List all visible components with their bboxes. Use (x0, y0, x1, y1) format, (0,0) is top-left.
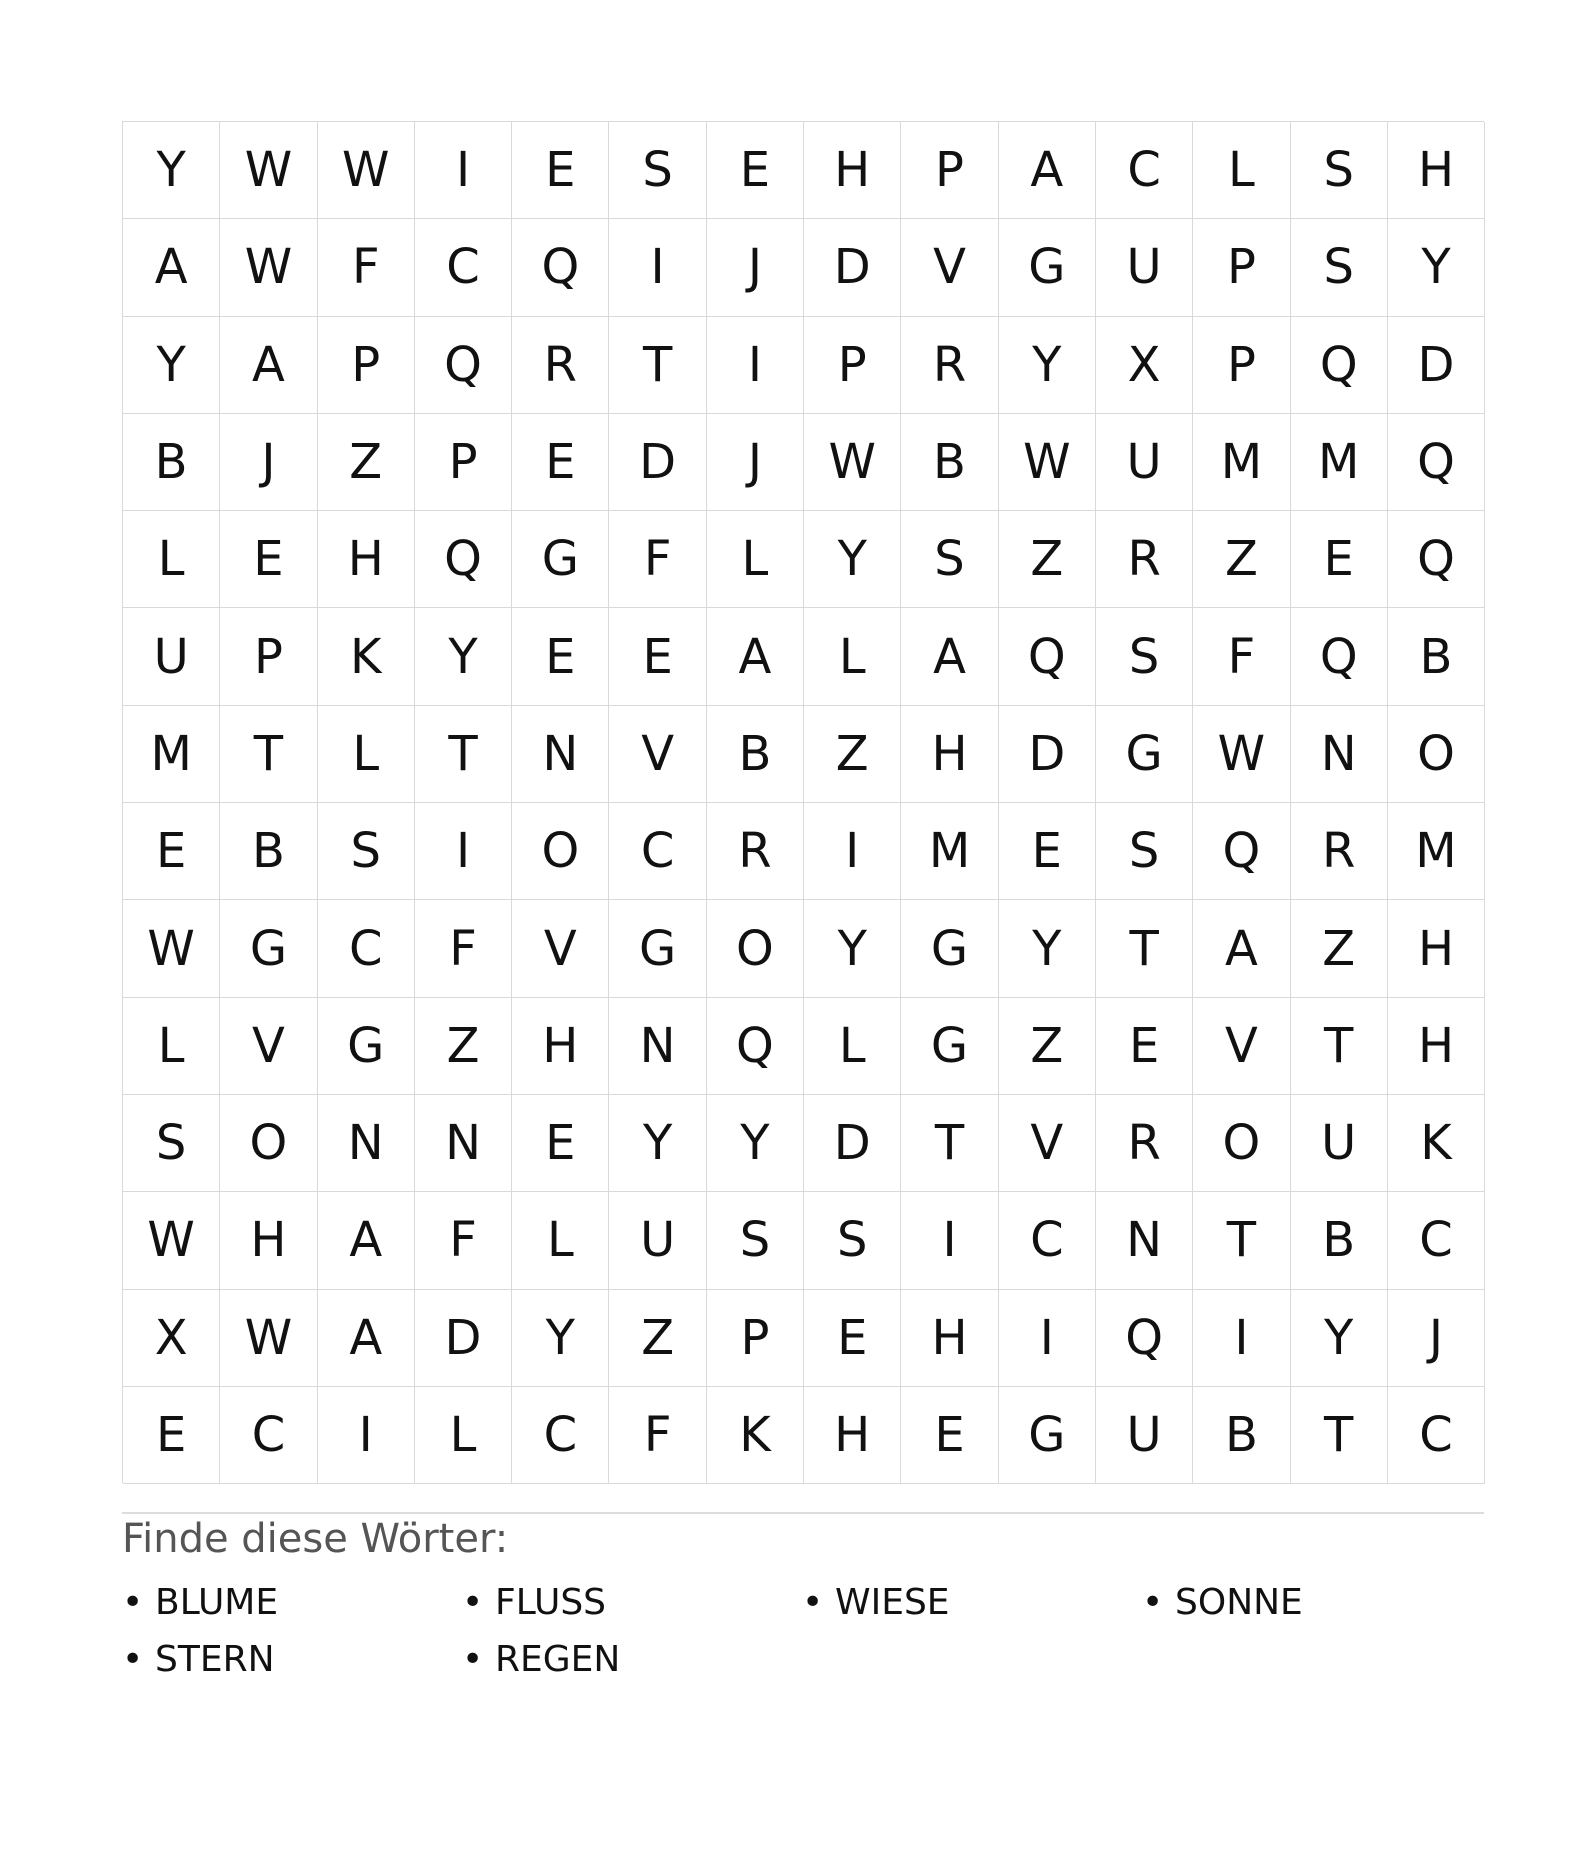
grid-cell[interactable]: A (123, 219, 220, 316)
grid-cell[interactable]: V (512, 900, 609, 997)
grid-cell[interactable]: S (1291, 122, 1388, 219)
grid-cell[interactable]: P (1193, 317, 1290, 414)
grid-cell[interactable]: O (1388, 706, 1485, 803)
grid-cell[interactable]: J (1388, 1290, 1485, 1387)
grid-cell[interactable]: Y (999, 900, 1096, 997)
bullet-icon: • (122, 1638, 144, 1680)
grid-cell[interactable]: H (901, 706, 998, 803)
grid-cell[interactable]: C (1388, 1192, 1485, 1289)
grid-cell[interactable]: I (999, 1290, 1096, 1387)
grid-cell[interactable]: L (123, 998, 220, 1095)
grid-cell[interactable]: B (123, 414, 220, 511)
grid-cell[interactable]: Q (1291, 608, 1388, 705)
word-list-item (462, 1574, 802, 1631)
grid-cell[interactable]: C (318, 900, 415, 997)
grid-cell[interactable]: E (123, 803, 220, 900)
grid-cell[interactable]: T (901, 1095, 998, 1192)
word-label: SONNE (1175, 1581, 1303, 1623)
grid-cell[interactable]: C (220, 1387, 317, 1484)
grid-cell[interactable]: H (220, 1192, 317, 1289)
grid-cell[interactable]: U (1291, 1095, 1388, 1192)
grid-cell[interactable]: L (1193, 122, 1290, 219)
grid-cell[interactable]: I (318, 1387, 415, 1484)
grid-cell[interactable]: W (220, 1290, 317, 1387)
grid-cell[interactable]: Z (415, 998, 512, 1095)
grid-cell[interactable]: D (804, 1095, 901, 1192)
grid-cell[interactable]: E (512, 122, 609, 219)
grid-cell[interactable]: M (1388, 803, 1485, 900)
grid-cell[interactable]: Q (1096, 1290, 1193, 1387)
grid-cell[interactable]: P (318, 317, 415, 414)
grid-cell[interactable]: N (609, 998, 706, 1095)
grid-cell[interactable]: Z (999, 511, 1096, 608)
grid-cell[interactable]: L (804, 998, 901, 1095)
grid-cell[interactable]: B (901, 414, 998, 511)
word-list-item (1142, 1574, 1482, 1631)
grid-cell[interactable]: I (804, 803, 901, 900)
grid-cell[interactable]: D (609, 414, 706, 511)
grid-cell[interactable]: L (318, 706, 415, 803)
grid-cell[interactable]: M (1291, 414, 1388, 511)
grid-cell[interactable]: F (415, 900, 512, 997)
grid-cell[interactable]: N (318, 1095, 415, 1192)
grid-cell[interactable]: E (1096, 998, 1193, 1095)
grid-cell[interactable]: M (123, 706, 220, 803)
grid-cell[interactable]: G (999, 219, 1096, 316)
grid-cell[interactable]: S (707, 1192, 804, 1289)
grid-cell[interactable]: E (999, 803, 1096, 900)
grid-cell[interactable]: I (1193, 1290, 1290, 1387)
grid-cell[interactable]: O (512, 803, 609, 900)
grid-cell[interactable]: Y (999, 317, 1096, 414)
grid-cell[interactable]: H (512, 998, 609, 1095)
grid-cell[interactable]: Z (1193, 511, 1290, 608)
grid-cell[interactable]: Q (1193, 803, 1290, 900)
grid-cell[interactable]: G (318, 998, 415, 1095)
grid-cell[interactable]: T (220, 706, 317, 803)
grid-cell[interactable]: R (707, 803, 804, 900)
grid-cell[interactable]: Y (123, 317, 220, 414)
grid-cell[interactable]: B (1388, 608, 1485, 705)
grid-cell[interactable]: C (609, 803, 706, 900)
grid-cell[interactable]: N (512, 706, 609, 803)
grid-cell[interactable]: J (707, 414, 804, 511)
word-list-item (122, 1574, 462, 1631)
grid-cell[interactable]: L (123, 511, 220, 608)
grid-cell[interactable]: P (707, 1290, 804, 1387)
grid-cell[interactable]: A (1193, 900, 1290, 997)
grid-cell[interactable]: R (901, 317, 998, 414)
grid-cell[interactable]: U (123, 608, 220, 705)
grid-cell[interactable]: C (512, 1387, 609, 1484)
grid-cell[interactable]: Q (415, 317, 512, 414)
grid-cell[interactable]: Q (1388, 414, 1485, 511)
grid-cell[interactable]: W (123, 900, 220, 997)
grid-cell[interactable]: V (1193, 998, 1290, 1095)
grid-cell[interactable]: Q (1291, 317, 1388, 414)
grid-cell[interactable]: J (220, 414, 317, 511)
grid-cell[interactable]: E (1291, 511, 1388, 608)
grid-cell[interactable]: Y (1388, 219, 1485, 316)
word-list (122, 1574, 1484, 1688)
grid-cell[interactable]: C (415, 219, 512, 316)
grid-cell[interactable]: B (1193, 1387, 1290, 1484)
grid-cell[interactable]: E (901, 1387, 998, 1484)
grid-cell[interactable]: Z (1291, 900, 1388, 997)
word-list-item (462, 1631, 802, 1688)
grid-cell[interactable]: C (1096, 122, 1193, 219)
grid-cell[interactable]: E (512, 414, 609, 511)
grid-cell[interactable]: M (901, 803, 998, 900)
grid-cell[interactable]: E (609, 608, 706, 705)
word-label: STERN (155, 1638, 275, 1680)
grid-cell[interactable]: S (901, 511, 998, 608)
grid-cell[interactable]: H (1388, 122, 1485, 219)
grid-cell[interactable]: E (512, 1095, 609, 1192)
grid-cell[interactable]: L (512, 1192, 609, 1289)
grid-cell[interactable]: E (123, 1387, 220, 1484)
grid-cell[interactable]: K (318, 608, 415, 705)
grid-cell[interactable]: T (415, 706, 512, 803)
grid-cell[interactable]: Z (999, 998, 1096, 1095)
grid-cell[interactable]: C (999, 1192, 1096, 1289)
grid-cell[interactable]: Q (999, 608, 1096, 705)
word-list-item (802, 1574, 1142, 1631)
grid-cell[interactable]: I (901, 1192, 998, 1289)
letter-grid (122, 121, 1484, 1483)
grid-cell[interactable]: S (804, 1192, 901, 1289)
grid-cell[interactable]: T (1291, 1387, 1388, 1484)
grid-cell[interactable]: N (1291, 706, 1388, 803)
grid-cell[interactable]: E (512, 608, 609, 705)
word-label: WIESE (835, 1581, 950, 1623)
grid-cell[interactable]: X (1096, 317, 1193, 414)
grid-cell[interactable]: Q (1388, 511, 1485, 608)
grid-cell[interactable]: G (999, 1387, 1096, 1484)
word-label: FLUSS (495, 1581, 607, 1623)
grid-cell[interactable]: V (999, 1095, 1096, 1192)
grid-cell[interactable]: G (609, 900, 706, 997)
grid-cell[interactable]: W (220, 219, 317, 316)
grid-cell[interactable]: F (609, 511, 706, 608)
grid-cell[interactable]: R (1096, 511, 1193, 608)
grid-cell[interactable]: K (707, 1387, 804, 1484)
grid-cell[interactable]: S (609, 122, 706, 219)
grid-cell[interactable]: Z (804, 706, 901, 803)
word-list-item (122, 1631, 462, 1688)
bullet-icon: • (1142, 1581, 1164, 1623)
grid-cell[interactable]: D (415, 1290, 512, 1387)
grid-cell[interactable]: F (318, 219, 415, 316)
grid-cell[interactable]: U (609, 1192, 706, 1289)
grid-cell[interactable]: E (804, 1290, 901, 1387)
grid-cell[interactable]: O (1193, 1095, 1290, 1192)
grid-cell[interactable]: D (804, 219, 901, 316)
grid-cell[interactable]: Q (512, 219, 609, 316)
grid-cell[interactable]: C (1388, 1387, 1485, 1484)
bullet-icon: • (462, 1638, 484, 1680)
grid-cell[interactable]: G (512, 511, 609, 608)
grid-cell[interactable]: H (1388, 998, 1485, 1095)
grid-cell[interactable]: E (220, 511, 317, 608)
grid-cell[interactable]: R (1096, 1095, 1193, 1192)
grid-cell[interactable]: U (1096, 414, 1193, 511)
grid-cell[interactable]: Y (123, 122, 220, 219)
grid-cell[interactable]: I (609, 219, 706, 316)
grid-cell[interactable]: I (707, 317, 804, 414)
grid-cell[interactable]: D (999, 706, 1096, 803)
grid-cell[interactable]: V (901, 219, 998, 316)
grid-cell[interactable]: O (707, 900, 804, 997)
grid-cell[interactable]: W (123, 1192, 220, 1289)
grid-cell[interactable]: Y (415, 608, 512, 705)
grid-cell[interactable]: T (609, 317, 706, 414)
grid-cell[interactable]: X (123, 1290, 220, 1387)
grid-cell[interactable]: U (1096, 1387, 1193, 1484)
grid-cell[interactable]: P (1193, 219, 1290, 316)
grid-cell[interactable]: R (512, 317, 609, 414)
grid-cell[interactable]: K (1388, 1095, 1485, 1192)
grid-cell[interactable]: E (707, 122, 804, 219)
grid-cell[interactable]: Y (609, 1095, 706, 1192)
word-label: BLUME (155, 1581, 279, 1623)
grid-cell[interactable]: Y (512, 1290, 609, 1387)
grid-cell[interactable]: V (220, 998, 317, 1095)
grid-cell[interactable]: A (318, 1192, 415, 1289)
grid-cell[interactable]: H (804, 1387, 901, 1484)
grid-cell[interactable]: H (1388, 900, 1485, 997)
grid-cell[interactable]: G (901, 900, 998, 997)
grid-cell[interactable]: R (1291, 803, 1388, 900)
grid-cell[interactable]: B (1291, 1192, 1388, 1289)
grid-cell[interactable]: P (901, 122, 998, 219)
grid-cell[interactable]: P (804, 317, 901, 414)
grid-cell[interactable]: A (901, 608, 998, 705)
grid-cell[interactable]: Q (415, 511, 512, 608)
grid-cell[interactable]: L (804, 608, 901, 705)
grid-cell[interactable]: T (1291, 998, 1388, 1095)
grid-cell[interactable]: Y (1291, 1290, 1388, 1387)
grid-cell[interactable]: L (415, 1387, 512, 1484)
grid-cell[interactable]: Y (707, 1095, 804, 1192)
grid-cell[interactable]: J (707, 219, 804, 316)
grid-cell[interactable]: A (707, 608, 804, 705)
grid-cell[interactable]: L (707, 511, 804, 608)
bullet-icon: • (122, 1581, 144, 1623)
grid-cell[interactable]: S (318, 803, 415, 900)
grid-cell[interactable]: Y (804, 511, 901, 608)
grid-cell[interactable]: T (1096, 900, 1193, 997)
grid-cell[interactable]: I (415, 122, 512, 219)
grid-cell[interactable]: Q (707, 998, 804, 1095)
grid-cell[interactable]: P (220, 608, 317, 705)
grid-cell[interactable]: H (901, 1290, 998, 1387)
grid-cell[interactable]: F (609, 1387, 706, 1484)
grid-cell[interactable]: S (1291, 219, 1388, 316)
word-label: REGEN (495, 1638, 621, 1680)
grid-cell[interactable]: S (123, 1095, 220, 1192)
grid-cell[interactable]: F (415, 1192, 512, 1289)
grid-cell[interactable]: D (1388, 317, 1485, 414)
grid-cell[interactable]: S (1096, 803, 1193, 900)
grid-cell[interactable]: A (318, 1290, 415, 1387)
bullet-icon: • (462, 1581, 484, 1623)
grid-cell[interactable]: N (1096, 1192, 1193, 1289)
word-list-title: Finde diese Wörter: (122, 1516, 509, 1562)
grid-cell[interactable]: W (804, 414, 901, 511)
grid-cell[interactable]: P (415, 414, 512, 511)
grid-cell[interactable]: W (999, 414, 1096, 511)
grid-cell[interactable]: W (318, 122, 415, 219)
bullet-icon: • (802, 1581, 824, 1623)
grid-cell[interactable]: A (220, 317, 317, 414)
grid-cell[interactable]: Y (804, 900, 901, 997)
grid-cell[interactable]: U (1096, 219, 1193, 316)
grid-cell[interactable]: I (415, 803, 512, 900)
grid-cell[interactable]: H (318, 511, 415, 608)
grid-cell[interactable]: W (220, 122, 317, 219)
grid-cell[interactable]: Z (318, 414, 415, 511)
grid-cell[interactable]: M (1193, 414, 1290, 511)
grid-cell[interactable]: Z (609, 1290, 706, 1387)
grid-cell[interactable]: G (1096, 706, 1193, 803)
grid-cell[interactable]: F (1193, 608, 1290, 705)
grid-cell[interactable]: B (220, 803, 317, 900)
grid-cell[interactable]: W (1193, 706, 1290, 803)
grid-cell[interactable]: T (1193, 1192, 1290, 1289)
grid-cell[interactable]: H (804, 122, 901, 219)
grid-cell[interactable]: O (220, 1095, 317, 1192)
grid-cell[interactable]: B (707, 706, 804, 803)
grid-cell[interactable]: G (901, 998, 998, 1095)
grid-cell[interactable]: V (609, 706, 706, 803)
grid-cell[interactable]: S (1096, 608, 1193, 705)
grid-cell[interactable]: N (415, 1095, 512, 1192)
grid-cell[interactable]: A (999, 122, 1096, 219)
grid-cell[interactable]: G (220, 900, 317, 997)
